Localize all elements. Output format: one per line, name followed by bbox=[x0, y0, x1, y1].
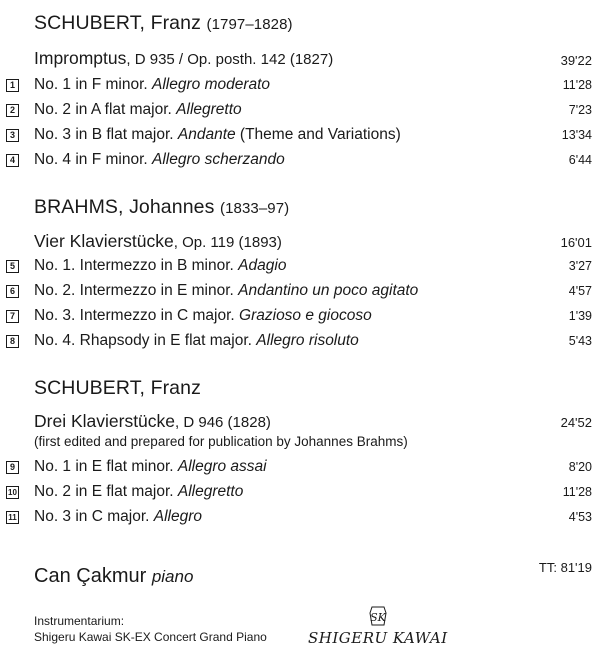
track-number: 9 bbox=[6, 461, 19, 474]
track-number: 4 bbox=[6, 154, 19, 167]
track-duration: 5'43 bbox=[568, 334, 592, 348]
work-catalog: , Op. 119 (1893) bbox=[173, 234, 282, 251]
track-row bbox=[0, 126, 592, 146]
track-duration: 6'44 bbox=[568, 153, 592, 167]
track-number: 6 bbox=[6, 285, 19, 298]
track-title: No. 4 in F minor. Allegro scherzando bbox=[34, 151, 285, 168]
total-time: TT: 81'19 bbox=[538, 560, 592, 575]
track-title: No. 3. Intermezzo in C major. Grazioso e giocoso bbox=[34, 307, 372, 324]
performer-credit bbox=[34, 565, 193, 588]
track-title: No. 3 in C major. Allegro bbox=[34, 508, 202, 525]
work-title: Impromptus bbox=[34, 48, 127, 68]
svg-text:SK: SK bbox=[370, 611, 386, 624]
track-row bbox=[0, 332, 592, 352]
composer-heading bbox=[34, 196, 289, 219]
track-row bbox=[0, 151, 592, 171]
work-title: Vier Klavierstücke bbox=[34, 231, 174, 251]
work-note: (first edited and prepared for publication by Johannes Brahms) bbox=[34, 434, 408, 449]
work-duration: 39'22 bbox=[560, 53, 592, 68]
svg-text:SHIGERU KAWAI: SHIGERU KAWAI bbox=[308, 629, 448, 647]
composer-dates: (1797–1828) bbox=[206, 16, 293, 33]
track-duration: 1'39 bbox=[568, 309, 592, 323]
track-number: 3 bbox=[6, 129, 19, 142]
track-row bbox=[0, 458, 592, 478]
track-number: 11 bbox=[6, 511, 19, 524]
track-row bbox=[0, 76, 592, 96]
track-number: 2 bbox=[6, 104, 19, 117]
work-title: Drei Klavierstücke bbox=[34, 411, 176, 431]
performer-role: piano bbox=[151, 567, 194, 586]
work-duration: 16'01 bbox=[560, 235, 592, 250]
composer-name: SCHUBERT, Franz bbox=[34, 377, 201, 399]
track-number: 10 bbox=[6, 486, 19, 499]
track-title: No. 2 in E flat major. Allegretto bbox=[34, 483, 244, 500]
track-duration: 13'34 bbox=[561, 128, 592, 142]
track-title: No. 1 in E flat minor. Allegro assai bbox=[34, 458, 267, 475]
work-heading bbox=[34, 48, 333, 69]
track-row bbox=[0, 307, 592, 327]
track-row bbox=[0, 508, 592, 528]
track-title: No. 3 in B flat major. Andante (Theme and Variations) bbox=[34, 126, 401, 143]
track-duration: 4'53 bbox=[568, 510, 592, 524]
composer-name: BRAHMS, Johannes bbox=[34, 196, 215, 218]
track-row bbox=[0, 282, 592, 302]
work-catalog: , D 935 / Op. posth. 142 (1827) bbox=[126, 51, 334, 68]
track-duration: 11'28 bbox=[562, 78, 592, 92]
work-heading bbox=[34, 411, 271, 432]
instrument-name: Shigeru Kawai SK-EX Concert Grand Piano bbox=[34, 630, 267, 644]
work-heading bbox=[34, 231, 282, 252]
track-number: 7 bbox=[6, 310, 19, 323]
track-number: 8 bbox=[6, 335, 19, 348]
track-title: No. 2. Intermezzo in E minor. Andantino un poco agitato bbox=[34, 282, 419, 299]
track-duration: 11'28 bbox=[562, 485, 592, 499]
composer-name: SCHUBERT, Franz bbox=[34, 12, 201, 34]
shigeru-kawai-logo-icon bbox=[300, 603, 470, 649]
track-title: No. 1 in F minor. Allegro moderato bbox=[34, 76, 271, 93]
track-duration: 7'23 bbox=[568, 103, 592, 117]
track-title: No. 2 in A flat major. Allegretto bbox=[34, 101, 242, 118]
track-number: 5 bbox=[6, 260, 19, 273]
performer-name: Can Çakmur bbox=[34, 565, 147, 587]
track-duration: 3'27 bbox=[568, 259, 592, 273]
track-row bbox=[0, 257, 592, 277]
track-title: No. 4. Rhapsody in E flat major. Allegro risoluto bbox=[34, 332, 359, 349]
composer-heading bbox=[34, 377, 201, 400]
track-row bbox=[0, 483, 592, 503]
track-duration: 4'57 bbox=[568, 284, 592, 298]
track-title: No. 1. Intermezzo in B minor. Adagio bbox=[34, 257, 287, 274]
work-duration: 24'52 bbox=[560, 415, 592, 430]
track-duration: 8'20 bbox=[568, 460, 592, 474]
shigeru-kawai-logo bbox=[300, 603, 470, 649]
instrumentarium-label: Instrumentarium: bbox=[34, 614, 125, 628]
track-row bbox=[0, 101, 592, 121]
track-number: 1 bbox=[6, 79, 19, 92]
composer-dates: (1833–97) bbox=[219, 200, 290, 217]
work-catalog: , D 946 (1828) bbox=[175, 414, 271, 431]
composer-heading bbox=[34, 12, 293, 35]
